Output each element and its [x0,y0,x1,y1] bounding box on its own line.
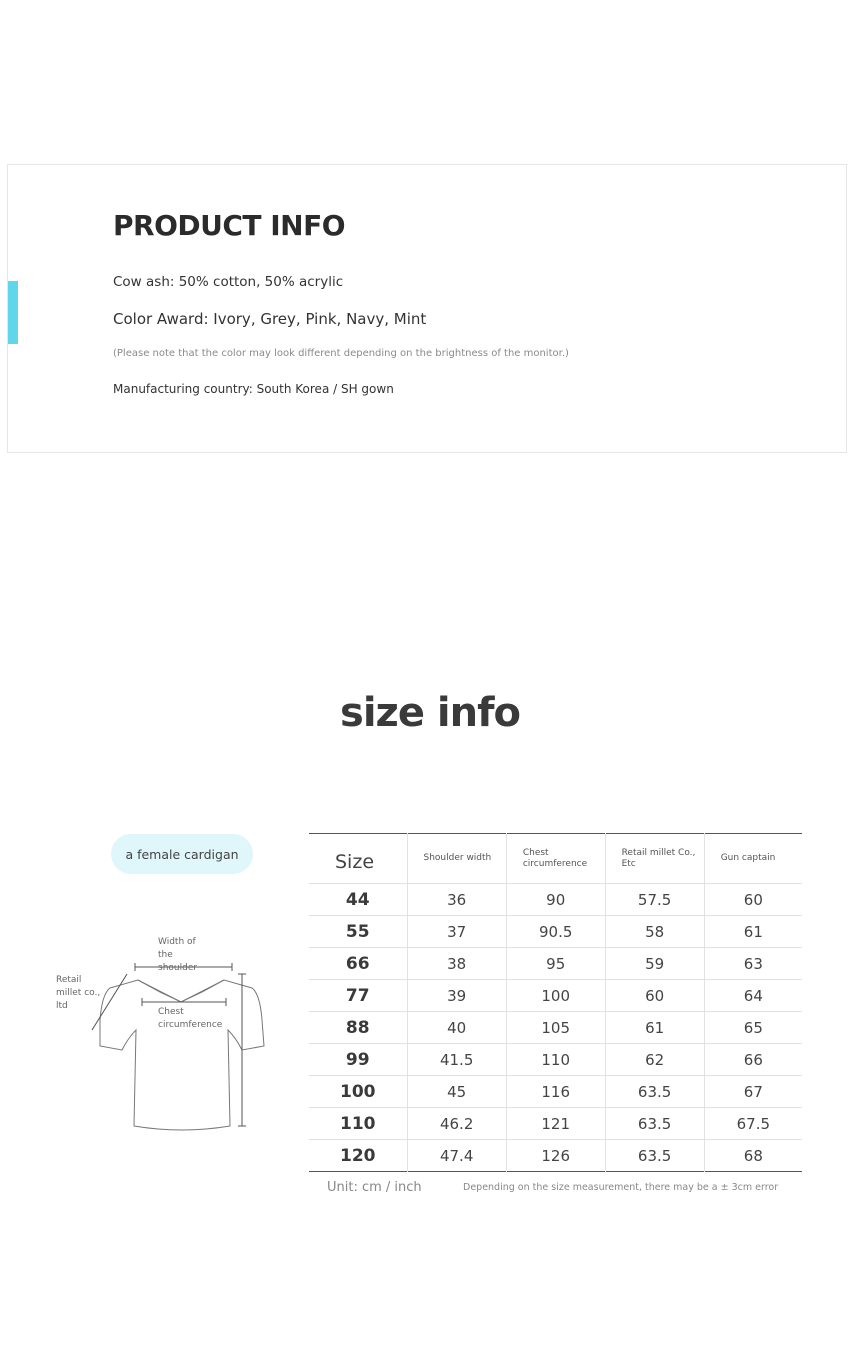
table-row [309,1076,802,1108]
cell-shoulder: 45 [407,1076,506,1108]
cell-chest: 110 [506,1044,605,1076]
cell-size: 99 [309,1044,407,1076]
cell-sleeve: 59 [605,948,704,980]
cell-length: 67.5 [704,1108,802,1140]
size-table [309,833,802,1172]
cell-chest: 105 [506,1012,605,1044]
cell-size: 77 [309,980,407,1012]
cell-shoulder: 47.4 [407,1140,506,1172]
cell-length: 68 [704,1140,802,1172]
cell-length: 64 [704,980,802,1012]
cell-sleeve: 60 [605,980,704,1012]
cell-sleeve: 63.5 [605,1076,704,1108]
size-info-title: size info [340,690,520,736]
shoulder-width-label: Width of the shoulder [158,937,198,973]
cell-sleeve: 63.5 [605,1108,704,1140]
cell-length: 61 [704,916,802,948]
cell-size: 66 [309,948,407,980]
chest-label: Chest circumference [158,1007,223,1030]
material-text: Cow ash: 50% cotton, 50% acrylic [113,274,344,290]
category-badge: a female cardigan [111,834,253,874]
accent-bar [8,281,18,344]
cell-length: 60 [704,884,802,916]
cell-chest: 100 [506,980,605,1012]
error-note: Depending on the size measurement, there may be a ± 3cm error [463,1182,779,1193]
header-shoulder: Shoulder width [407,834,506,884]
cell-shoulder: 40 [407,1012,506,1044]
cell-size: 88 [309,1012,407,1044]
cell-chest: 116 [506,1076,605,1108]
cell-size: 55 [309,916,407,948]
cell-chest: 90.5 [506,916,605,948]
cell-chest: 121 [506,1108,605,1140]
cell-sleeve: 62 [605,1044,704,1076]
cell-shoulder: 36 [407,884,506,916]
product-info-title: PRODUCT INFO [113,209,346,242]
cell-shoulder: 37 [407,916,506,948]
product-info-panel [7,164,847,453]
cell-shoulder: 39 [407,980,506,1012]
cell-chest: 90 [506,884,605,916]
table-row [309,1044,802,1076]
color-note: (Please note that the color may look different depending on the brightness of the monitor.) [113,348,569,359]
header-chest: Chest circumference [506,834,605,884]
cardigan-diagram [50,930,280,1140]
unit-label: Unit: cm / inch [327,1180,422,1195]
size-table-body [309,884,802,1172]
table-row [309,884,802,916]
cell-size: 110 [309,1108,407,1140]
table-row [309,1108,802,1140]
cell-size: 100 [309,1076,407,1108]
cell-size: 44 [309,884,407,916]
cell-chest: 126 [506,1140,605,1172]
table-row [309,916,802,948]
header-size: Size [335,851,375,873]
header-length: Gun captain [704,834,802,884]
cell-sleeve: 58 [605,916,704,948]
cell-chest: 95 [506,948,605,980]
cell-shoulder: 38 [407,948,506,980]
table-row [309,980,802,1012]
cell-sleeve: 63.5 [605,1140,704,1172]
table-row [309,1012,802,1044]
cell-length: 65 [704,1012,802,1044]
cell-sleeve: 61 [605,1012,704,1044]
sleeve-label: Retail millet co., ltd [56,975,101,1011]
cell-size: 120 [309,1140,407,1172]
cell-shoulder: 41.5 [407,1044,506,1076]
table-header-row [309,834,802,884]
cell-length: 63 [704,948,802,980]
cell-shoulder: 46.2 [407,1108,506,1140]
header-sleeve: Retail millet Co., Etc [605,834,704,884]
table-row [309,1140,802,1172]
cell-length: 66 [704,1044,802,1076]
cell-length: 67 [704,1076,802,1108]
country-text: Manufacturing country: South Korea / SH gown [113,382,394,396]
colors-text: Color Award: Ivory, Grey, Pink, Navy, Mint [113,310,427,328]
cell-sleeve: 57.5 [605,884,704,916]
table-row [309,948,802,980]
